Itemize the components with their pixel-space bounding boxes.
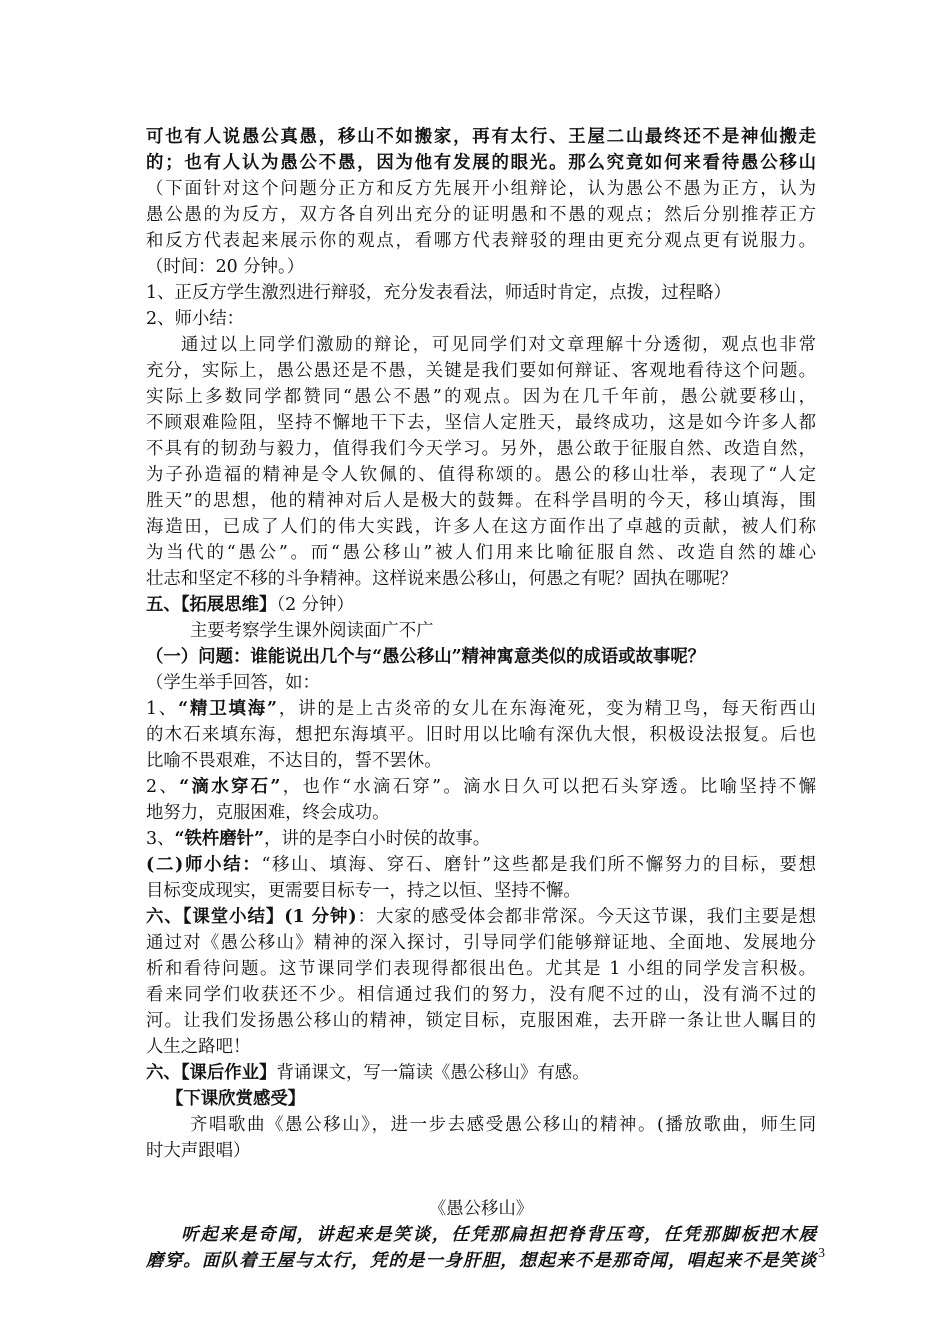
- text-run: 壮志和坚定不移的斗争精神。这样说来愚公移山，何愚之有呢？固执在哪呢？: [146, 569, 738, 589]
- text-run: 的；也有人认为愚公不愚，因为他有发展的眼光。那么究竟如何来看待愚公移山: [146, 153, 816, 173]
- text-line: [146, 176, 816, 202]
- text-line: [146, 1034, 816, 1060]
- text-run: 磨穿。面队着王屋与太行，凭的是一身肝胆，想起来不是那奇闻，唱起来不是笑谈: [146, 1251, 816, 1271]
- text-run: “精卫填海”: [178, 699, 278, 719]
- text-line: [146, 878, 816, 904]
- text-run: 目标变成现实，更需要目标专一，持之以恒、坚持不懈。: [146, 881, 581, 901]
- text-line: [146, 202, 816, 228]
- text-run: 为子孙造福的精神是令人钦佩的、值得称颂的。愚公的移山壮举，表现了“人定: [146, 465, 816, 485]
- text-line: [146, 540, 816, 566]
- text-run: 背诵课文，写一篇读《愚公移山》有感。: [276, 1063, 590, 1083]
- text-run: 时大声跟唱）: [146, 1141, 251, 1161]
- text-run: 3、: [146, 829, 175, 849]
- text-run: ，讲的是上古炎帝的女儿在东海淹死，变为精卫鸟，每天衔西山: [277, 699, 816, 719]
- text-run: 1、: [146, 699, 179, 719]
- text-line: [146, 384, 816, 410]
- text-run: 1、正反方学生激烈进行辩驳，充分发表看法，师适时肯定，点拨，过程略）: [146, 283, 731, 303]
- text-run: 《愚公移山》: [428, 1199, 534, 1219]
- text-run: 五、【拓展思维】: [146, 595, 277, 615]
- text-run: “铁杵磨针”: [174, 829, 265, 849]
- text-line: [146, 930, 816, 956]
- text-line: [146, 436, 816, 462]
- text-run: 为当代的“愚公”。而“愚公移山”被人们用来比喻征服自然、改造自然的雄心: [146, 543, 816, 563]
- text-line: [146, 982, 816, 1008]
- text-line: [146, 514, 816, 540]
- text-run: 充分，实际上，愚公愚还是不愚，关键是我们要如何辩证、客观地看待这个问题。: [146, 361, 816, 381]
- text-line: [146, 1112, 816, 1138]
- text-line: [146, 696, 816, 722]
- text-run: 河。让我们发扬愚公移山的精神，锁定目标，克服困难，去开辟一条让世人瞩目的: [146, 1011, 816, 1031]
- text-run: 六、: [146, 1063, 181, 1083]
- text-run: 2、: [146, 777, 180, 797]
- text-run: 实际上多数同学都赞同“愚公不愚”的观点。因为在几千年前，愚公就要移山，: [146, 387, 816, 407]
- text-run: 六、【课堂小结】(1 分钟): [146, 907, 357, 927]
- text-line: [146, 1060, 816, 1086]
- text-run: 【课后作业】: [180, 1063, 277, 1083]
- text-run: ，也作“水滴石穿”。滴水日久可以把石头穿透。比喻坚持不懈: [280, 777, 816, 797]
- text-run: 通过对《愚公移山》精神的深入探讨，引导同学们能够辩证地、全面地、发展地分: [146, 933, 816, 953]
- text-line: [146, 124, 816, 150]
- text-run: 听起来是奇闻，讲起来是笑谈，任凭那扁担把脊背压弯，任凭那脚板把木屐: [181, 1225, 816, 1245]
- text-line: [146, 800, 816, 826]
- text-run: （学生举手回答，如：: [146, 673, 320, 693]
- text-line: [146, 566, 816, 592]
- text-run: 不具有的韧劲与毅力，值得我们今天学习。另外，愚公敢于征服自然、改造自然，: [146, 439, 816, 459]
- text-line: [146, 228, 816, 254]
- text-run: 和反方代表起来展示你的观点，看哪方代表辩驳的理由更充分观点更有说服力。: [146, 231, 816, 251]
- text-line: [146, 904, 816, 930]
- text-run: “滴水穿石”: [179, 777, 281, 797]
- text-run: (二)师小结：: [146, 855, 262, 875]
- text-run: 主要考察学生课外阅读面广不广: [190, 621, 434, 641]
- text-line: [146, 332, 816, 358]
- text-line: [146, 1008, 816, 1034]
- text-line: [146, 1086, 816, 1112]
- text-run: “移山、填海、穿石、磨针”这些都是我们所不懈努力的目标，要想: [261, 855, 816, 875]
- text-run: （一）问题：谁能说出几个与“愚公移山”精神寓意类似的成语或故事呢？: [146, 647, 706, 667]
- text-run: 地努力，克服困难，终会成功。: [146, 803, 390, 823]
- text-line: [146, 306, 816, 332]
- text-run: 胜天”的思想，他的精神对后人是极大的鼓舞。在科学昌明的今天，移山填海，围: [146, 491, 816, 511]
- text-run: 比喻不畏艰难，不达目的，誓不罢休。: [146, 751, 442, 771]
- text-line: [146, 1222, 816, 1248]
- text-line: [146, 748, 816, 774]
- text-line: [146, 280, 816, 306]
- text-line: [146, 592, 816, 618]
- text-line: [146, 1248, 816, 1274]
- text-run: （下面针对这个问题分正方和反方先展开小组辩论，认为愚公不愚为正方，认为: [146, 179, 816, 199]
- text-line: [146, 670, 816, 696]
- text-run: 的木石来填东海，想把东海填平。旧时用以比喻有深仇大恨，积极设法报复。后也: [146, 725, 816, 745]
- document-body: [146, 124, 816, 1274]
- text-line: [146, 410, 816, 436]
- text-run: 愚公愚的为反方，双方各自列出充分的证明愚和不愚的观点；然后分别推荐正方: [146, 205, 816, 225]
- text-line: [146, 644, 816, 670]
- text-line: [146, 852, 816, 878]
- text-run: 人生之路吧！: [146, 1037, 251, 1057]
- text-line: [146, 618, 816, 644]
- text-line: [146, 150, 816, 176]
- text-run: 【下课欣赏感受】: [166, 1089, 306, 1109]
- text-run: 可也有人说愚公真愚，移山不如搬家，再有太行、王屋二山最终还不是神仙搬走: [146, 127, 816, 147]
- text-run: （2 分钟）: [276, 595, 354, 615]
- text-line: [146, 956, 816, 982]
- text-line: [146, 722, 816, 748]
- text-line: [146, 358, 816, 384]
- text-line: [146, 826, 816, 852]
- text-run: 看来同学们收获还不少。相信通过我们的努力，没有爬不过的山，没有淌不过的: [146, 985, 816, 1005]
- text-run: 析和看待问题。这节课同学们表现得都很出色。尤其是 1 小组的同学发言积极。: [146, 959, 816, 979]
- text-line: [146, 1164, 816, 1190]
- text-line: [146, 488, 816, 514]
- text-line: [146, 774, 816, 800]
- text-run: 不顾艰难险阻，坚持不懈地干下去，坚信人定胜天，最终成功，这是如今许多人都: [146, 413, 816, 433]
- text-run: ，讲的是李白小时侯的故事。: [264, 829, 491, 849]
- text-line: [146, 1190, 816, 1222]
- text-line: [146, 462, 816, 488]
- page-number: 3: [818, 1246, 825, 1261]
- text-run: （时间：20 分钟。）: [146, 257, 305, 277]
- text-line: [146, 254, 816, 280]
- text-run: 齐唱歌曲《愚公移山》，进一步去感受愚公移山的精神。(播放歌曲，师生同: [190, 1115, 816, 1135]
- text-line: [146, 1138, 816, 1164]
- text-run: 海造田，已成了人们的伟大实践，许多人在这方面作出了卓越的贡献，被人们称: [146, 517, 816, 537]
- text-run: ：大家的感受体会都非常深。今天这节课，我们主要是想: [356, 907, 816, 927]
- text-run: 通过以上同学们激励的辩论，可见同学们对文章理解十分透彻，观点也非常: [181, 335, 816, 355]
- text-run: 2、师小结：: [146, 309, 245, 329]
